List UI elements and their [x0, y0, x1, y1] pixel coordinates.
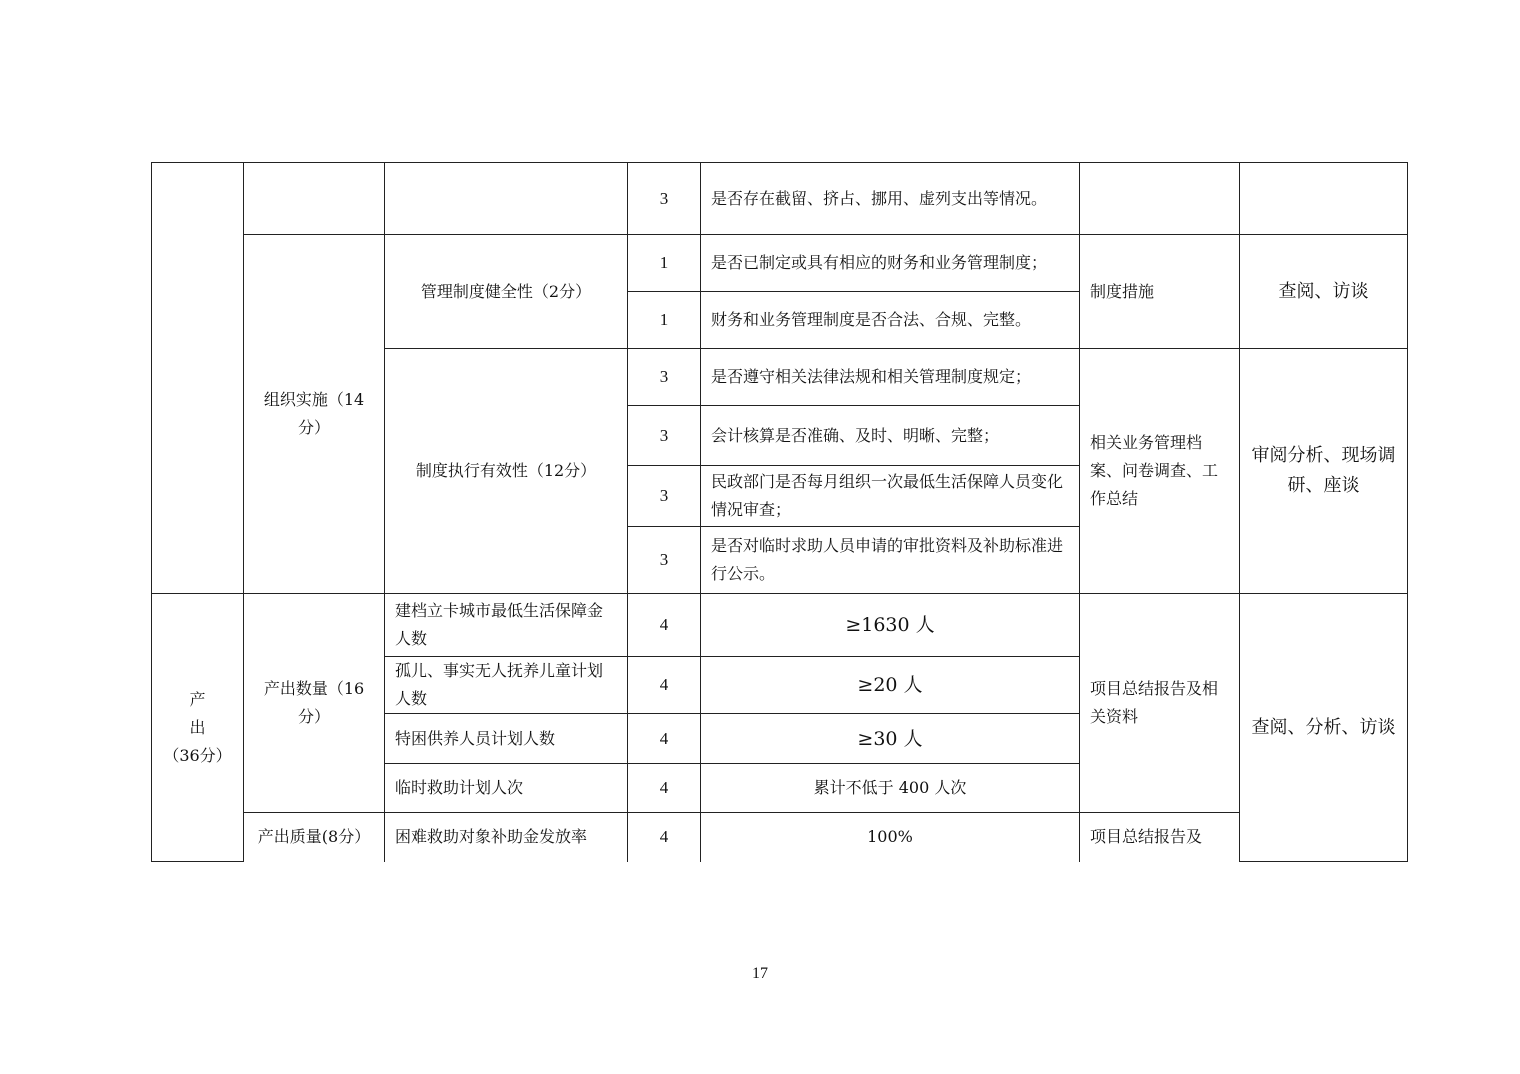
score-cell: 3	[628, 349, 701, 406]
indicator-cell: 临时救助计划人次	[385, 764, 628, 813]
method-cell: 查阅、访谈	[1240, 235, 1408, 349]
table-row	[152, 235, 1408, 292]
indicator-cell: 建档立卡城市最低生活保障金人数	[385, 594, 628, 657]
target-cell: 累计不低于 400 人次	[701, 764, 1080, 813]
method-cell: 审阅分析、现场调研、座谈	[1240, 349, 1408, 594]
table-row	[152, 594, 1408, 657]
section-label-quantity: 产出数量（16分）	[244, 594, 385, 813]
criteria-cell: 财务和业务管理制度是否合法、合规、完整。	[701, 292, 1080, 349]
criteria-cell: 是否对临时求助人员申请的审批资料及补助标准进行公示。	[701, 527, 1080, 594]
source-cell: 项目总结报告及相关资料	[1080, 594, 1240, 813]
target-cell: ≥20 人	[701, 657, 1080, 714]
method-cell: 查阅、分析、访谈	[1240, 594, 1408, 862]
evaluation-table	[151, 162, 1408, 862]
criteria-cell: 会计核算是否准确、及时、明晰、完整；	[701, 406, 1080, 466]
criteria-cell: 民政部门是否每月组织一次最低生活保障人员变化情况审查；	[701, 466, 1080, 527]
score-cell: 4	[628, 657, 701, 714]
score-cell: 3	[628, 163, 701, 235]
target-cell: 100%	[701, 813, 1080, 862]
section-cell-empty	[244, 163, 385, 235]
score-cell: 3	[628, 527, 701, 594]
source-cell: 相关业务管理档案、问卷调查、工作总结	[1080, 349, 1240, 594]
category-cell-continued	[152, 163, 244, 594]
target-cell: ≥1630 人	[701, 594, 1080, 657]
source-cell-empty	[1080, 163, 1240, 235]
criteria-cell: 是否已制定或具有相应的财务和业务管理制度；	[701, 235, 1080, 292]
page-number: 17	[752, 965, 768, 982]
category-score: （36分）	[163, 745, 232, 765]
table-row	[152, 163, 1408, 235]
score-cell: 3	[628, 466, 701, 527]
section-label-implement: 组织实施（14分）	[244, 235, 385, 594]
indicator-cell: 困难救助对象补助金发放率	[385, 813, 628, 862]
source-cell: 制度措施	[1080, 235, 1240, 349]
section-label-quality: 产出质量(8分）	[244, 813, 385, 862]
score-cell: 4	[628, 594, 701, 657]
criteria-cell: 是否存在截留、挤占、挪用、虚列支出等情况。	[701, 163, 1080, 235]
score-cell: 1	[628, 292, 701, 349]
indicator-cell: 特困供养人员计划人数	[385, 714, 628, 764]
indicator-cell-empty	[385, 163, 628, 235]
score-cell: 4	[628, 714, 701, 764]
indicator-system-completeness: 管理制度健全性（2分）	[385, 235, 628, 349]
category-title: 产出	[189, 689, 228, 737]
criteria-cell: 是否遵守相关法律法规和相关管理制度规定；	[701, 349, 1080, 406]
target-cell: ≥30 人	[701, 714, 1080, 764]
indicator-cell: 孤儿、事实无人抚养儿童计划人数	[385, 657, 628, 714]
score-cell: 4	[628, 764, 701, 813]
table-row	[152, 813, 1408, 862]
indicator-system-execution: 制度执行有效性（12分）	[385, 349, 628, 594]
score-cell: 4	[628, 813, 701, 862]
score-cell: 1	[628, 235, 701, 292]
method-cell-empty	[1240, 163, 1408, 235]
score-cell: 3	[628, 406, 701, 466]
category-label-output	[152, 594, 244, 862]
source-cell: 项目总结报告及	[1080, 813, 1240, 862]
